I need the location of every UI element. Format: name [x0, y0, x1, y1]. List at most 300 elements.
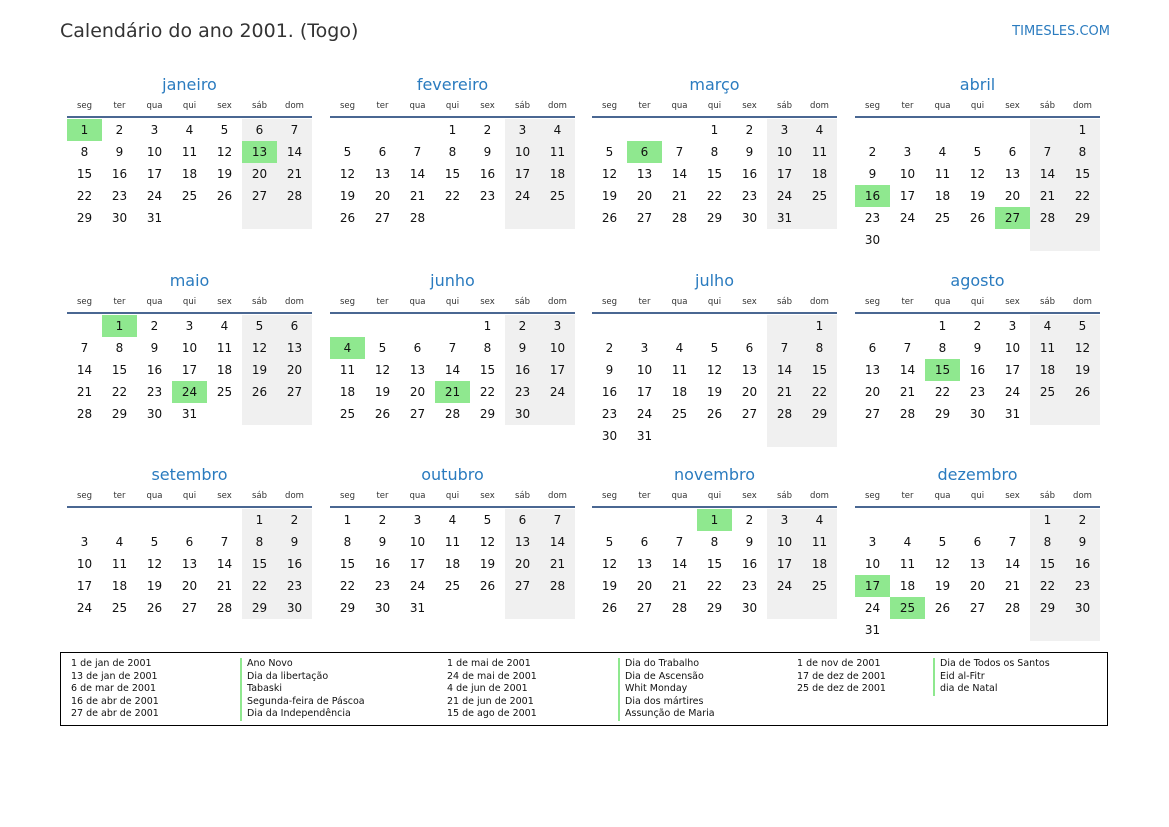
day-cell: 14 [444, 363, 461, 377]
day-cell: 22 [444, 189, 461, 203]
day-cell: 15 [706, 557, 723, 571]
empty-day-cell [662, 119, 697, 141]
weekday-label: sex [217, 297, 232, 307]
empty-day-cell [1065, 229, 1100, 251]
weekday-label: qui [707, 297, 722, 307]
day-cell: 3 [767, 509, 802, 531]
weekday-label: seg [601, 101, 618, 111]
legend-date: 1 de nov de 2001 [797, 658, 881, 669]
legend-holiday-name: Segunda-feira de Páscoa [240, 696, 365, 709]
day-cell: 18 [1030, 359, 1065, 381]
day-cell: 19 [601, 189, 618, 203]
day-cell: 2 [605, 341, 614, 355]
day-cell: 30 [505, 403, 540, 425]
empty-day-cell [1030, 119, 1065, 141]
empty-day-cell [67, 509, 102, 531]
day-cell: 24 [505, 185, 540, 207]
day-cell: 26 [969, 211, 986, 225]
day-cell: 14 [409, 167, 426, 181]
empty-day-cell [242, 207, 277, 229]
day-cell: 22 [802, 381, 837, 403]
day-cell: 17 [409, 557, 426, 571]
day-cell: 28 [899, 407, 916, 421]
day-cell: 1 [242, 509, 277, 531]
day-cell: 28 [216, 601, 233, 615]
holiday-day-cell: 16 [855, 185, 890, 207]
empty-day-cell [697, 425, 732, 447]
day-cell: 14 [767, 359, 802, 381]
day-cell: 21 [76, 385, 93, 399]
legend-holiday-name: Eid al-Fitr [933, 671, 1050, 684]
day-cell: 31 [864, 623, 881, 637]
day-cell: 3 [1008, 319, 1017, 333]
day-cell: 17 [767, 553, 802, 575]
empty-day-cell [890, 619, 925, 641]
day-cell: 27 [741, 407, 758, 421]
month-name: março [689, 75, 740, 94]
empty-day-cell [505, 207, 540, 229]
holiday-day-cell: 25 [890, 597, 925, 619]
holiday-day-cell: 1 [697, 509, 732, 531]
day-cell: 29 [706, 211, 723, 225]
day-cell: 22 [479, 385, 496, 399]
day-cell: 2 [868, 145, 877, 159]
day-cell: 2 [277, 509, 312, 531]
holiday-day-cell: 15 [925, 359, 960, 381]
day-cell: 17 [146, 167, 163, 181]
day-cell: 12 [479, 535, 496, 549]
day-cell: 23 [146, 385, 163, 399]
weekday-label: ter [901, 491, 914, 501]
holiday-day-cell: 21 [435, 381, 470, 403]
day-cell: 23 [741, 189, 758, 203]
empty-day-cell [592, 509, 627, 531]
empty-day-cell [540, 403, 575, 425]
day-cell: 7 [80, 341, 89, 355]
day-cell: 8 [1065, 141, 1100, 163]
day-cell: 13 [864, 363, 881, 377]
empty-day-cell [470, 597, 505, 619]
day-cell: 12 [146, 557, 163, 571]
day-cell: 24 [76, 601, 93, 615]
header-rule [67, 506, 312, 508]
day-cell: 10 [409, 535, 426, 549]
day-cell: 2 [150, 319, 159, 333]
day-cell: 16 [111, 167, 128, 181]
day-cell: 11 [802, 141, 837, 163]
day-cell: 15 [339, 557, 356, 571]
day-cell: 7 [540, 509, 575, 531]
day-cell: 30 [1065, 597, 1100, 619]
weekday-label: ter [638, 101, 651, 111]
day-cell: 27 [636, 601, 653, 615]
weekday-label: qua [409, 491, 426, 501]
day-cell: 31 [767, 207, 802, 229]
day-cell: 6 [745, 341, 754, 355]
day-grid [67, 509, 312, 619]
day-cell: 1 [1030, 509, 1065, 531]
empty-day-cell [767, 597, 802, 619]
day-cell: 31 [181, 407, 198, 421]
weekday-label: sex [1005, 297, 1020, 307]
empty-day-cell [960, 509, 995, 531]
day-cell: 28 [767, 403, 802, 425]
empty-day-cell [330, 315, 365, 337]
day-cell: 29 [802, 403, 837, 425]
day-cell: 3 [903, 145, 912, 159]
day-cell: 14 [1004, 557, 1021, 571]
day-cell: 3 [640, 341, 649, 355]
day-cell: 9 [745, 145, 754, 159]
empty-day-cell [995, 119, 1030, 141]
weekday-label: dom [1073, 101, 1092, 111]
empty-day-cell [172, 207, 207, 229]
day-cell: 15 [76, 167, 93, 181]
weekday-label: sex [742, 101, 757, 111]
day-cell: 5 [220, 123, 229, 137]
day-cell: 24 [146, 189, 163, 203]
day-cell: 16 [1065, 553, 1100, 575]
day-cell: 20 [741, 385, 758, 399]
day-cell: 3 [540, 315, 575, 337]
day-cell: 27 [636, 211, 653, 225]
day-cell: 5 [938, 535, 947, 549]
legend-date: 15 de ago de 2001 [447, 708, 537, 720]
day-cell: 23 [1065, 575, 1100, 597]
day-cell: 24 [409, 579, 426, 593]
day-cell: 22 [111, 385, 128, 399]
day-cell: 5 [378, 341, 387, 355]
weekday-header [592, 98, 837, 114]
day-cell: 9 [115, 145, 124, 159]
day-cell: 4 [802, 119, 837, 141]
empty-day-cell [505, 597, 540, 619]
day-cell: 12 [242, 337, 277, 359]
day-cell: 4 [938, 145, 947, 159]
day-cell: 13 [277, 337, 312, 359]
day-cell: 17 [899, 189, 916, 203]
day-cell: 22 [706, 579, 723, 593]
day-cell: 29 [111, 407, 128, 421]
weekday-label: seg [339, 101, 356, 111]
weekday-label: sáb [776, 297, 793, 307]
day-grid [330, 509, 575, 619]
day-cell: 22 [339, 579, 356, 593]
weekday-label: sáb [251, 491, 268, 501]
header-rule [67, 312, 312, 314]
day-cell: 7 [413, 145, 422, 159]
day-cell: 22 [1065, 185, 1100, 207]
day-cell: 10 [505, 141, 540, 163]
day-cell: 15 [706, 167, 723, 181]
day-cell: 26 [934, 601, 951, 615]
weekday-label: qui [970, 101, 985, 111]
day-cell: 20 [636, 579, 653, 593]
weekday-label: dom [548, 297, 567, 307]
day-cell: 30 [374, 601, 391, 615]
holiday-day-cell: 6 [627, 141, 662, 163]
day-cell: 17 [540, 359, 575, 381]
day-cell: 18 [802, 163, 837, 185]
day-cell: 18 [111, 579, 128, 593]
day-cell: 8 [242, 531, 277, 553]
weekday-label: qui [445, 297, 460, 307]
day-cell: 11 [444, 535, 461, 549]
empty-day-cell [1030, 229, 1065, 251]
day-cell: 3 [185, 319, 194, 333]
day-cell: 16 [741, 167, 758, 181]
empty-day-cell [207, 403, 242, 425]
day-cell: 16 [146, 363, 163, 377]
month-dezembro [855, 464, 1100, 641]
weekday-label: seg [601, 297, 618, 307]
empty-day-cell [137, 509, 172, 531]
day-cell: 19 [934, 579, 951, 593]
weekday-label: seg [76, 101, 93, 111]
weekday-label: sáb [251, 297, 268, 307]
header-rule [855, 116, 1100, 118]
day-cell: 7 [903, 341, 912, 355]
weekday-header [855, 98, 1100, 114]
weekday-label: qui [445, 491, 460, 501]
weekday-label: qui [970, 297, 985, 307]
header-rule [855, 312, 1100, 314]
day-grid [855, 315, 1100, 425]
month-name: julho [695, 271, 734, 290]
day-cell: 29 [1065, 207, 1100, 229]
day-grid [855, 119, 1100, 251]
day-cell: 18 [216, 363, 233, 377]
legend-date: 13 de jan de 2001 [71, 670, 158, 682]
day-cell: 6 [242, 119, 277, 141]
empty-day-cell [802, 207, 837, 229]
empty-day-cell [592, 119, 627, 141]
month-name: novembro [674, 465, 755, 484]
day-cell: 22 [1030, 575, 1065, 597]
day-cell: 10 [146, 145, 163, 159]
weekday-label: qua [934, 101, 951, 111]
day-cell: 2 [115, 123, 124, 137]
holiday-legend [60, 652, 1108, 726]
day-cell: 10 [767, 531, 802, 553]
weekday-label: qui [182, 297, 197, 307]
empty-day-cell [960, 619, 995, 641]
day-cell: 16 [277, 553, 312, 575]
day-cell: 13 [505, 531, 540, 553]
header-rule [592, 116, 837, 118]
weekday-label: sáb [1039, 101, 1056, 111]
day-cell: 1 [802, 315, 837, 337]
day-cell: 6 [505, 509, 540, 531]
legend-holiday-name: Dia de Todos os Santos [933, 658, 1050, 671]
empty-day-cell [207, 207, 242, 229]
month-setembro [67, 464, 312, 619]
empty-day-cell [855, 509, 890, 531]
day-cell: 25 [444, 579, 461, 593]
month-fevereiro [330, 74, 575, 229]
day-cell: 21 [409, 189, 426, 203]
weekday-label: dom [1073, 297, 1092, 307]
day-cell: 4 [1030, 315, 1065, 337]
day-cell: 21 [1004, 579, 1021, 593]
empty-day-cell [662, 425, 697, 447]
day-cell: 28 [444, 407, 461, 421]
empty-day-cell [1030, 619, 1065, 641]
day-cell: 16 [479, 167, 496, 181]
weekday-label: qua [409, 101, 426, 111]
day-cell: 11 [899, 557, 916, 571]
day-cell: 11 [111, 557, 128, 571]
weekday-label: sáb [1039, 491, 1056, 501]
day-cell: 12 [1065, 337, 1100, 359]
day-grid [592, 315, 837, 447]
day-cell: 8 [448, 145, 457, 159]
day-cell: 9 [1065, 531, 1100, 553]
day-cell: 26 [242, 381, 277, 403]
empty-day-cell [1065, 619, 1100, 641]
day-cell: 26 [339, 211, 356, 225]
day-cell: 15 [1065, 163, 1100, 185]
day-cell: 16 [969, 363, 986, 377]
weekday-header [855, 488, 1100, 504]
empty-day-cell [960, 229, 995, 251]
month-maio [67, 270, 312, 425]
month-agosto [855, 270, 1100, 425]
legend-holiday-name: Ano Novo [240, 658, 365, 671]
day-cell: 9 [868, 167, 877, 181]
weekday-label: dom [285, 491, 304, 501]
weekday-header [330, 98, 575, 114]
day-cell: 20 [969, 579, 986, 593]
day-cell: 6 [640, 535, 649, 549]
weekday-label: sáb [514, 101, 531, 111]
header-rule [330, 116, 575, 118]
day-cell: 13 [1004, 167, 1021, 181]
day-cell: 20 [242, 163, 277, 185]
weekday-label: ter [901, 101, 914, 111]
site-link[interactable]: TIMESLES.COM [1012, 24, 1110, 39]
day-cell: 14 [1030, 163, 1065, 185]
day-cell: 22 [934, 385, 951, 399]
day-cell: 25 [802, 185, 837, 207]
day-cell: 23 [601, 407, 618, 421]
header-rule [330, 312, 575, 314]
day-grid [330, 315, 575, 425]
weekday-label: dom [810, 491, 829, 501]
day-cell: 25 [1030, 381, 1065, 403]
legend-date: 4 de jun de 2001 [447, 683, 528, 695]
empty-day-cell [242, 403, 277, 425]
weekday-label: ter [113, 297, 126, 307]
empty-day-cell [277, 403, 312, 425]
holiday-day-cell: 13 [242, 141, 277, 163]
weekday-label: qui [707, 101, 722, 111]
day-cell: 29 [934, 407, 951, 421]
header-rule [67, 116, 312, 118]
weekday-label: sex [480, 297, 495, 307]
day-cell: 9 [277, 531, 312, 553]
day-cell: 12 [969, 167, 986, 181]
day-cell: 21 [899, 385, 916, 399]
legend-date: 17 de dez de 2001 [797, 670, 886, 682]
day-cell: 20 [277, 359, 312, 381]
legend-names-2 [618, 658, 715, 721]
day-cell: 19 [339, 189, 356, 203]
day-cell: 19 [706, 385, 723, 399]
day-grid [67, 119, 312, 229]
day-cell: 9 [150, 341, 159, 355]
weekday-label: sex [480, 491, 495, 501]
empty-day-cell [627, 315, 662, 337]
month-name: dezembro [937, 465, 1018, 484]
day-cell: 28 [1030, 207, 1065, 229]
day-cell: 7 [1030, 141, 1065, 163]
holiday-day-cell: 1 [102, 315, 137, 337]
weekday-label: sáb [776, 101, 793, 111]
day-cell: 14 [216, 557, 233, 571]
empty-day-cell [855, 119, 890, 141]
weekday-label: qua [146, 101, 163, 111]
day-cell: 3 [868, 535, 877, 549]
day-cell: 16 [505, 359, 540, 381]
weekday-label: ter [376, 297, 389, 307]
weekday-header [855, 294, 1100, 310]
weekday-label: sáb [776, 491, 793, 501]
day-cell: 4 [802, 509, 837, 531]
day-cell: 28 [540, 575, 575, 597]
empty-day-cell [435, 597, 470, 619]
day-cell: 25 [216, 385, 233, 399]
weekday-label: qua [671, 491, 688, 501]
day-cell: 15 [242, 553, 277, 575]
weekday-header [592, 488, 837, 504]
day-cell: 27 [242, 185, 277, 207]
weekday-label: sex [1005, 491, 1020, 501]
day-cell: 11 [181, 145, 198, 159]
day-cell: 19 [969, 189, 986, 203]
legend-date: 16 de abr de 2001 [71, 695, 159, 707]
empty-day-cell [802, 597, 837, 619]
day-cell: 10 [636, 363, 653, 377]
day-cell: 11 [216, 341, 233, 355]
legend-holiday-name: Tabaski [240, 683, 365, 696]
day-cell: 5 [1065, 315, 1100, 337]
day-cell: 14 [540, 531, 575, 553]
day-cell: 28 [671, 211, 688, 225]
day-cell: 2 [1065, 509, 1100, 531]
day-cell: 21 [540, 553, 575, 575]
day-cell: 18 [899, 579, 916, 593]
day-cell: 18 [540, 163, 575, 185]
empty-day-cell [1065, 403, 1100, 425]
weekday-label: dom [548, 101, 567, 111]
day-cell: 23 [864, 211, 881, 225]
day-cell: 8 [938, 341, 947, 355]
day-cell: 20 [505, 553, 540, 575]
weekday-label: dom [285, 101, 304, 111]
day-cell: 15 [479, 363, 496, 377]
empty-day-cell [435, 207, 470, 229]
day-cell: 11 [671, 363, 688, 377]
day-cell: 8 [115, 341, 124, 355]
legend-holiday-name: Dia dos mártires [618, 696, 715, 709]
day-cell: 20 [1004, 189, 1021, 203]
weekday-header [330, 488, 575, 504]
day-cell: 20 [636, 189, 653, 203]
day-cell: 26 [374, 407, 391, 421]
day-cell: 21 [1030, 185, 1065, 207]
empty-day-cell [925, 619, 960, 641]
